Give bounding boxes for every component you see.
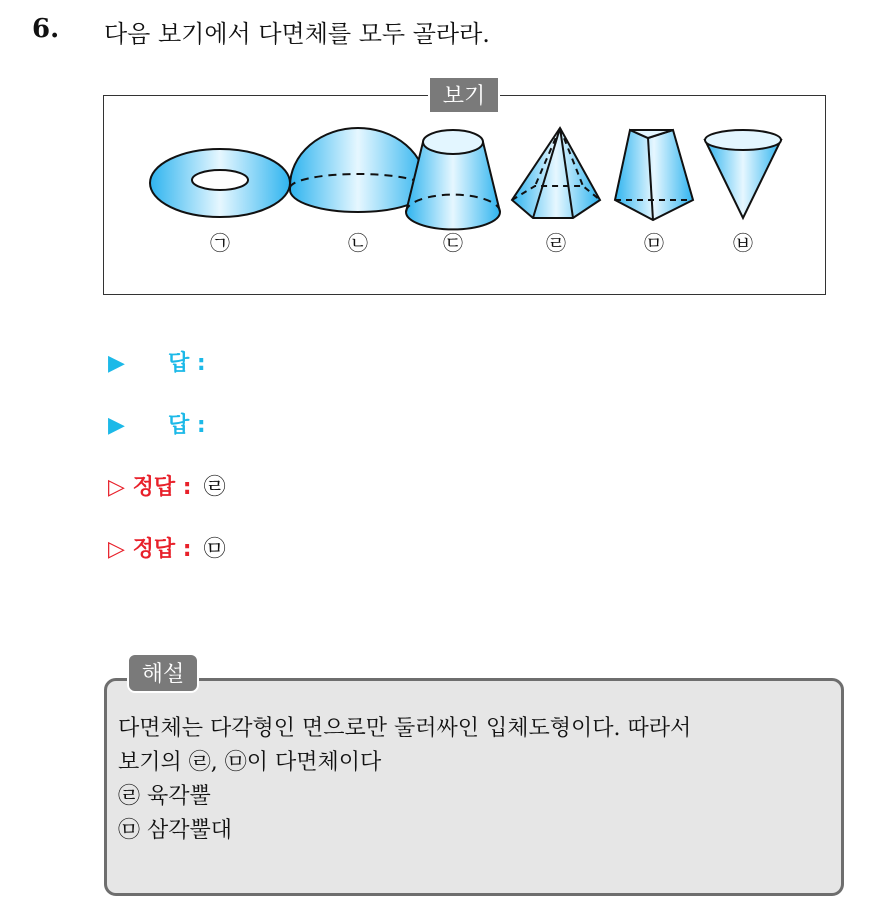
figure-label: ㉢ — [443, 231, 463, 255]
hemisphere-figure — [290, 128, 426, 212]
correct-answer-value: ㉤ — [203, 537, 226, 562]
explanation-text — [118, 712, 691, 848]
correct-answer-row — [108, 470, 226, 501]
correct-answer-row — [108, 532, 226, 563]
explanation-line: ㉤ 삼각뿔대 — [118, 818, 233, 843]
figure-label: ㉤ — [644, 231, 664, 255]
triangular-frustum-figure — [615, 130, 693, 220]
bogi-label: 보기 — [428, 76, 500, 114]
answer-row — [108, 346, 218, 377]
triangle-outline-icon: ▷ — [108, 475, 125, 500]
torus-figure — [150, 149, 290, 217]
correct-answer-label: 정답 : — [132, 537, 192, 562]
explanation-line: 보기의 ㉣, ㉤이 다면체이다 — [118, 750, 382, 775]
cone-figure — [705, 130, 781, 218]
explanation-label: 해설 — [127, 653, 199, 693]
correct-answer-value: ㉣ — [203, 475, 226, 500]
figure-label: ㉣ — [546, 231, 566, 255]
question-text: 다음 보기에서 다면체를 모두 골라라. — [104, 20, 490, 48]
play-icon: ▶ — [108, 351, 125, 376]
answer-label: 답 : — [168, 351, 206, 376]
triangle-outline-icon: ▷ — [108, 537, 125, 562]
correct-answer-label: 정답 : — [132, 475, 192, 500]
answer-label: 답 : — [168, 413, 206, 438]
play-icon: ▶ — [108, 413, 125, 438]
explanation-line: ㉣ 육각뿔 — [118, 784, 211, 809]
figure-label: ㉠ — [210, 231, 230, 255]
frustum-cone-figure — [406, 130, 500, 229]
question-number: 6. — [32, 14, 60, 44]
explanation-line: 다면체는 다각형인 면으로만 둘러싸인 입체도형이다. 따라서 — [118, 716, 692, 741]
solid-figures — [103, 120, 826, 270]
answer-row — [108, 408, 218, 439]
figure-label: ㉥ — [733, 231, 753, 255]
hexagonal-pyramid-figure — [512, 128, 600, 218]
figure-label: ㉡ — [348, 231, 368, 255]
